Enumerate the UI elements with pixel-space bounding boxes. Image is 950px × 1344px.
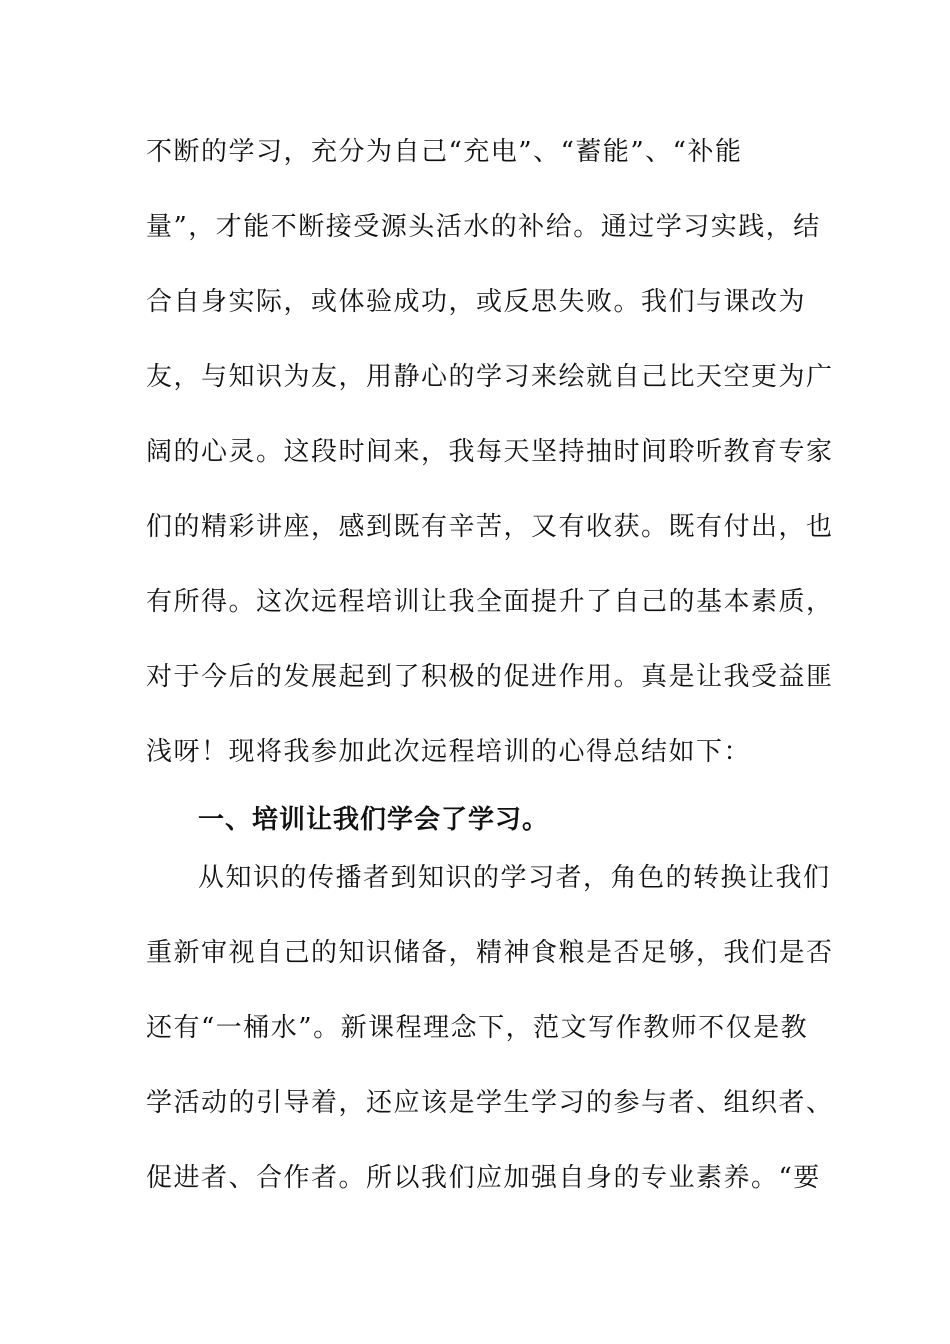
paragraph-line: 促进者、合作者。所以我们应加强自身的专业素养。“要 [146,1163,821,1193]
paragraph-line: 从知识的传播者到知识的学习者，角色的转换让我们 [198,863,831,893]
paragraph-line: 不断的学习，充分为自己“充电”、“蓄能”、“补能 [146,137,743,167]
paragraph-line: 学活动的引导着，还应该是学生学习的参与者、组织者、 [146,1088,834,1118]
paragraph-line: 有所得。这次远程培训让我全面提升了自己的基本素质， [146,587,834,617]
paragraph-line: 对于今后的发展起到了积极的促进作用。真是让我受益匪 [146,662,834,692]
paragraph-line: 友，与知识为友，用静心的学习来绘就自己比天空更为广 [146,362,834,392]
paragraph-line: 重新审视自己的知识储备，精神食粮是否足够，我们是否 [146,938,834,968]
section-heading: 一、培训让我们学会了学习。 [198,805,550,835]
paragraph-line: 们的精彩讲座，感到既有辛苦，又有收获。既有付出，也 [146,512,834,542]
paragraph-line: 量”，才能不断接受源头活水的补给。通过学习实践，结 [146,212,821,242]
paragraph-line: 还有“一桶水”。新课程理念下，范文写作教师不仅是教 [146,1013,809,1043]
paragraph-line: 阔的心灵。这段时间来，我每天坚持抽时间聆听教育专家 [146,437,834,467]
paragraph-line: 合自身实际，或体验成功，或反思失败。我们与课改为 [146,287,807,317]
paragraph-line: 浅呀！现将我参加此次远程培训的心得总结如下： [146,737,752,767]
